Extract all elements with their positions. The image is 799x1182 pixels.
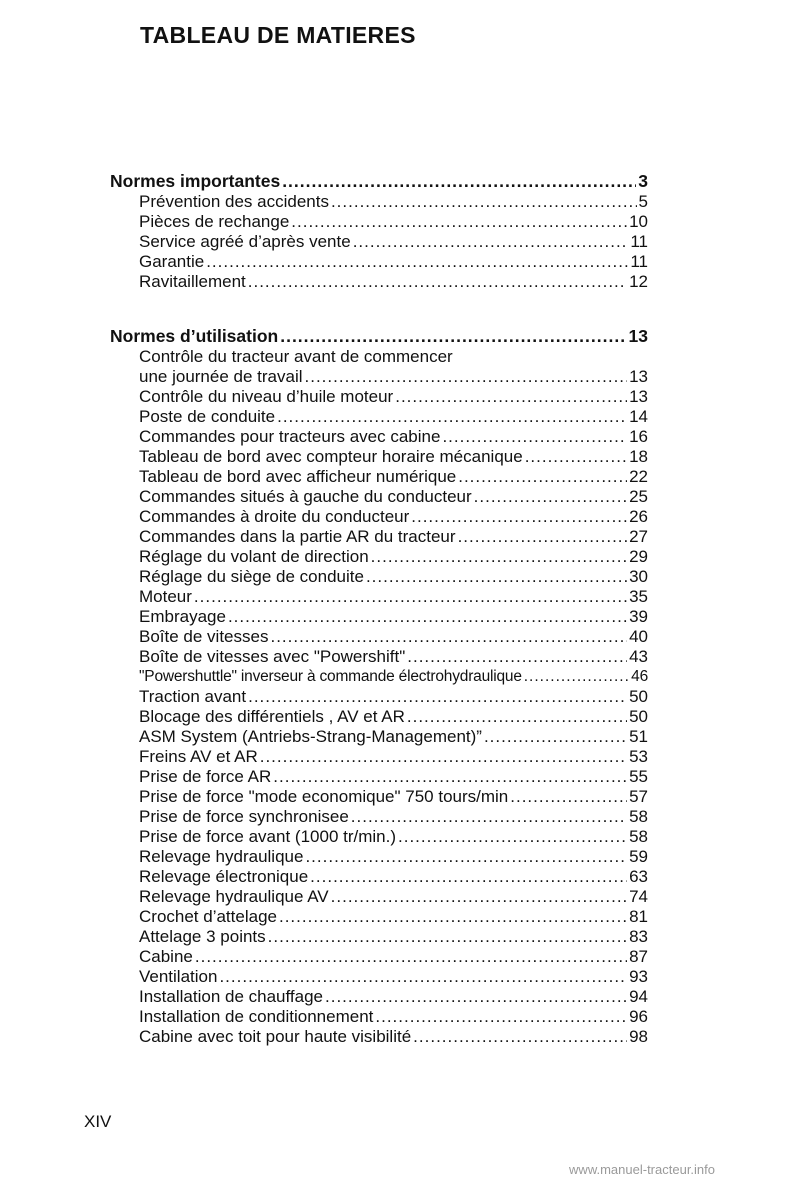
toc-entry[interactable] <box>110 607 648 627</box>
toc-entry-label: Pièces de rechange <box>139 212 290 231</box>
toc-entry-page: 30 <box>629 567 648 586</box>
toc-entry-page: 11 <box>630 232 648 251</box>
toc-section-normes-importantes <box>110 171 648 292</box>
toc-entry-label: Installation de conditionnement <box>139 1007 374 1026</box>
leader-dots <box>280 326 626 347</box>
toc-entry[interactable] <box>110 1007 648 1027</box>
leader-dots <box>510 787 627 807</box>
leader-dots <box>260 747 627 767</box>
toc-entry[interactable] <box>110 827 648 847</box>
toc-entry[interactable] <box>110 447 648 467</box>
toc-entry-label: Boîte de vitesses <box>139 627 269 646</box>
toc-entry[interactable] <box>110 947 648 967</box>
toc-entry-page: 29 <box>629 547 648 566</box>
toc-heading-label: Normes importantes <box>110 171 281 191</box>
toc-entry[interactable] <box>110 867 648 887</box>
toc-entry[interactable] <box>110 367 648 387</box>
toc-entry-page: 50 <box>629 687 648 706</box>
watermark: www.manuel-tracteur.info <box>569 1162 715 1177</box>
toc-entry-label: Relevage hydraulique <box>139 847 304 866</box>
toc-entry-page: 25 <box>629 487 648 506</box>
toc-entry[interactable] <box>110 647 648 667</box>
toc-entry[interactable] <box>110 747 648 767</box>
leader-dots <box>282 171 636 192</box>
toc-entry-page: 16 <box>629 427 648 446</box>
leader-dots <box>310 867 627 887</box>
toc-entry-label: Ravitaillement <box>139 272 246 291</box>
toc-entry-page: 43 <box>629 647 648 666</box>
leader-dots <box>277 407 627 427</box>
leader-dots <box>411 507 627 527</box>
leader-dots <box>371 547 627 567</box>
leader-dots <box>474 487 627 507</box>
toc-entry-label: Installation de chauffage <box>139 987 323 1006</box>
toc-entry[interactable] <box>110 192 648 212</box>
leader-dots <box>413 1027 627 1047</box>
toc-entry[interactable] <box>110 1027 648 1047</box>
toc-entry-page: 11 <box>630 252 648 271</box>
toc-entry-label: Tableau de bord avec afficheur numérique <box>139 467 457 486</box>
toc-entry-label: Prise de force AR <box>139 767 272 786</box>
toc-entry[interactable] <box>110 807 648 827</box>
leader-dots <box>331 887 627 907</box>
toc-entry-page: 81 <box>629 907 648 926</box>
leader-dots <box>325 987 627 1007</box>
leader-dots <box>366 567 627 587</box>
leader-dots <box>268 927 627 947</box>
toc-entry-label: Contrôle du niveau d’huile moteur <box>139 387 394 406</box>
toc-entry-label: Poste de conduite <box>139 407 276 426</box>
leader-dots <box>331 192 637 212</box>
toc-entry-page: 53 <box>629 747 648 766</box>
leader-dots <box>291 212 627 232</box>
toc-entry[interactable] <box>110 927 648 947</box>
toc-heading-page: 3 <box>638 171 648 191</box>
toc-entry-label: Relevage hydraulique AV <box>139 887 329 906</box>
toc-entry-label: Contrôle du tracteur avant de commencer <box>139 347 453 366</box>
toc-entry-label: Prise de force avant (1000 tr/min.) <box>139 827 397 846</box>
leader-dots <box>407 707 627 727</box>
leader-dots <box>524 667 629 687</box>
toc-entry[interactable] <box>110 407 648 427</box>
toc-entry-label: Attelage 3 points <box>139 927 266 946</box>
toc-entry[interactable] <box>110 587 648 607</box>
toc-entry-label: Commandes situés à gauche du conducteur <box>139 487 472 506</box>
toc-entry-label: Cabine <box>139 947 193 966</box>
toc-entry-label: Blocage des différentiels , AV et AR <box>139 707 405 726</box>
toc-entry-page: 55 <box>629 767 648 786</box>
toc-entry-label: Freins AV et AR <box>139 747 258 766</box>
leader-dots <box>219 967 627 987</box>
leader-dots <box>353 232 629 252</box>
toc-entry[interactable] <box>110 527 648 547</box>
leader-dots <box>351 807 627 827</box>
toc-section-heading[interactable] <box>110 326 648 347</box>
toc-entry[interactable] <box>110 427 648 447</box>
toc-entry[interactable] <box>110 272 648 292</box>
toc-entry-label: Moteur <box>139 587 192 606</box>
leader-dots <box>206 252 628 272</box>
toc-entry[interactable] <box>110 727 648 747</box>
toc-entry-page: 27 <box>629 527 648 546</box>
leader-dots <box>375 1007 627 1027</box>
toc-entry-label: Commandes à droite du conducteur <box>139 507 410 526</box>
toc-entry-page: 39 <box>629 607 648 626</box>
toc-entry-label: Relevage électronique <box>139 867 309 886</box>
toc-entry[interactable] <box>110 627 648 647</box>
toc-entry-page: 74 <box>629 887 648 906</box>
toc-entry[interactable] <box>110 467 648 487</box>
leader-dots <box>525 447 627 467</box>
toc-entry-page: 50 <box>629 707 648 726</box>
toc-entry[interactable] <box>110 847 648 867</box>
toc-entry[interactable] <box>110 707 648 727</box>
toc-entry-page: 10 <box>629 212 648 231</box>
toc-entry[interactable] <box>110 787 648 807</box>
toc-entry-label: Embrayage <box>139 607 226 626</box>
toc-entry-page: 26 <box>629 507 648 526</box>
toc-entry-label: Service agréé d’après vente <box>139 232 351 251</box>
leader-dots <box>248 687 627 707</box>
toc-entry[interactable] <box>110 252 648 272</box>
toc-heading-label: Normes d’utilisation <box>110 326 279 346</box>
toc-entry[interactable] <box>110 667 648 687</box>
leader-dots <box>248 272 627 292</box>
leader-dots <box>458 527 628 547</box>
toc-entry-page: 22 <box>629 467 648 486</box>
leader-dots <box>407 647 627 667</box>
toc-entry-page: 18 <box>629 447 648 466</box>
toc-entry-label: Crochet d’attelage <box>139 907 277 926</box>
toc-entry[interactable] <box>110 767 648 787</box>
toc-entry-page: 87 <box>629 947 648 966</box>
toc-entry-page: 96 <box>629 1007 648 1026</box>
leader-dots <box>273 767 627 787</box>
page-title: TABLEAU DE MATIERES <box>140 22 416 48</box>
toc-entry[interactable] <box>110 232 648 252</box>
leader-dots <box>270 627 627 647</box>
toc-entry[interactable] <box>110 567 648 587</box>
leader-dots <box>279 907 627 927</box>
toc-entry-label: Garantie <box>139 252 205 271</box>
toc-entry-label: Prévention des accidents <box>139 192 329 211</box>
toc-entry-page: 59 <box>629 847 648 866</box>
toc-entry-label: Prise de force synchronisee <box>139 807 349 826</box>
toc-entry-label: Ventilation <box>139 967 218 986</box>
leader-dots <box>484 727 627 747</box>
toc-entry-label: ASM System (Antriebs-Strang-Management)” <box>139 727 482 746</box>
toc-entry[interactable] <box>110 687 648 707</box>
toc-entry-page: 98 <box>629 1027 648 1046</box>
leader-dots <box>228 607 627 627</box>
toc-entry-label: une journée de travail <box>139 367 303 386</box>
page-number: XIV <box>84 1112 112 1131</box>
toc-entry-label: Commandes pour tracteurs avec cabine <box>139 427 441 446</box>
toc-entry-page: 63 <box>629 867 648 886</box>
leader-dots <box>398 827 627 847</box>
toc-entry-page: 94 <box>629 987 648 1006</box>
toc-entry-page: 58 <box>629 827 648 846</box>
toc-entry-page: 83 <box>629 927 648 946</box>
toc-entry[interactable] <box>110 507 648 527</box>
toc-entry[interactable] <box>110 547 648 567</box>
toc-entry-line1[interactable] <box>110 347 648 367</box>
toc-entry[interactable] <box>110 387 648 407</box>
toc-entry-label: Prise de force "mode economique" 750 tours/min <box>139 787 509 806</box>
toc-entry-page: 35 <box>629 587 648 606</box>
toc-entry-label: Traction avant <box>139 687 247 706</box>
toc-entry-page: 13 <box>629 387 648 406</box>
toc-entry-page: 51 <box>629 727 648 746</box>
toc-entry-page: 5 <box>638 192 648 211</box>
toc-entry-label: Commandes dans la partie AR du tracteur <box>139 527 456 546</box>
toc-heading-page: 13 <box>628 326 648 346</box>
toc-entry-page: 57 <box>629 787 648 806</box>
toc-entry-page: 58 <box>629 807 648 826</box>
toc-entry-page: 93 <box>629 967 648 986</box>
toc-entry-page: 12 <box>629 272 648 291</box>
toc-entry-label: Réglage du siège de conduite <box>139 567 364 586</box>
toc-entry[interactable] <box>110 487 648 507</box>
toc-entry[interactable] <box>110 987 648 1007</box>
toc-entry-label: Réglage du volant de direction <box>139 547 369 566</box>
toc-entry-label: Tableau de bord avec compteur horaire mécanique <box>139 447 523 466</box>
leader-dots <box>458 467 627 487</box>
leader-dots <box>305 367 628 387</box>
toc-entry-label: Cabine avec toit pour haute visibilité <box>139 1027 412 1046</box>
leader-dots <box>395 387 627 407</box>
toc-entry-page: 14 <box>629 407 648 426</box>
toc-entry-page: 46 <box>631 668 648 685</box>
toc-entry[interactable] <box>110 907 648 927</box>
leader-dots <box>442 427 627 447</box>
toc-entry[interactable] <box>110 887 648 907</box>
leader-dots <box>194 587 627 607</box>
toc-entry[interactable] <box>110 212 648 232</box>
toc-entry[interactable] <box>110 967 648 987</box>
toc-entry-label: "Powershuttle" inverseur à commande électrohydraulique <box>139 668 522 685</box>
toc-entry-page: 40 <box>629 627 648 646</box>
leader-dots <box>305 847 627 867</box>
toc-section-normes-utilisation <box>110 326 648 1047</box>
toc-entry-page: 13 <box>629 367 648 386</box>
toc-section-heading[interactable] <box>110 171 648 192</box>
toc-entry-label: Boîte de vitesses avec "Powershift" <box>139 647 406 666</box>
leader-dots <box>195 947 627 967</box>
